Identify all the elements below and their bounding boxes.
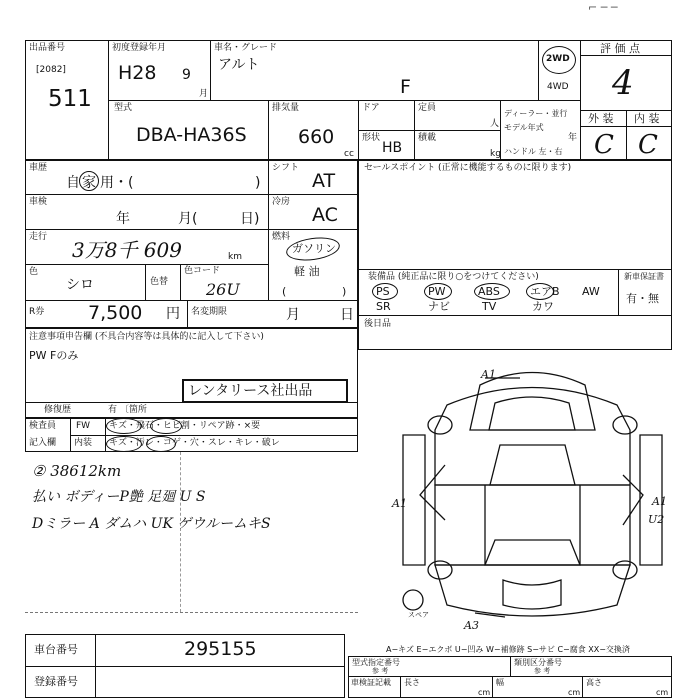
equip-pw: PW <box>428 285 446 298</box>
inspector-label-b: 記入欄 <box>29 438 57 448</box>
front-windshield <box>489 397 575 430</box>
height-label: 高さ <box>586 678 602 687</box>
mileage: 3万8千 609 <box>72 238 182 262</box>
after-label: 後日品 <box>364 319 392 329</box>
inspector-line-1: ② 38612km <box>32 462 122 480</box>
fw-circle-b <box>150 418 182 434</box>
car-diagram <box>385 355 680 635</box>
name-change-month: 月 <box>286 307 300 323</box>
type-cert-label: 型式指定番号 <box>352 658 400 667</box>
car-name: アルト <box>218 57 260 73</box>
cert-length-label: 車検証記載 <box>351 678 391 687</box>
warranty-label: 新車保証書 <box>624 272 664 281</box>
fuel-c2: ) <box>342 285 347 298</box>
spare-label: スペア <box>408 611 429 619</box>
equipment-label: 装備品 (純正品に限り○をつけてください) <box>368 272 539 282</box>
fw-items: キズ・飛石・ヒビ割・リペア跡・×要 <box>109 421 261 431</box>
chassis-label: 車台番号 <box>34 643 78 656</box>
rear-window <box>485 540 580 565</box>
int-label: 内装 <box>74 438 93 448</box>
inspector-label-a: 検査員 <box>29 421 57 431</box>
width-label: 幅 <box>496 678 504 687</box>
rental-stamp-text: レンタリース社出品 <box>188 383 313 399</box>
handle-label: ハンドル 左・右 <box>504 147 563 156</box>
chassis-number: 295155 <box>184 638 257 660</box>
equip-navi: ナビ <box>428 300 450 313</box>
repair-label: 修復歴 <box>44 405 72 415</box>
first-reg-label: 初度登録年月 <box>112 43 167 53</box>
fuel-b: 軽 油 <box>294 265 320 278</box>
roof-front <box>490 445 575 485</box>
int-circle-a <box>106 436 142 452</box>
trunk <box>503 580 561 609</box>
car-name-label: 車名・グレード <box>214 43 278 53</box>
name-change-label: 名変期限 <box>191 307 228 317</box>
recycle-label: R券 <box>29 307 45 317</box>
class-label: 類別区分番号 <box>514 658 562 667</box>
car-mid-body <box>435 485 630 565</box>
mark-a3-bottom: A3 <box>464 619 479 632</box>
notes-label: 注意事項申告欄 (不具合内容等は具体的に記入して下さい) <box>29 332 264 342</box>
dealer-label: ディーラー・並行 <box>504 109 568 118</box>
first-reg-year: H28 <box>118 62 157 84</box>
mark-a1-left: A1 <box>392 497 407 510</box>
int-circle-b <box>146 436 176 452</box>
drive-4wd: 4WD <box>547 82 569 92</box>
lot-sub: [2082] <box>36 65 66 75</box>
history-value-b: 家 <box>82 175 96 191</box>
length-cm: cm <box>478 688 491 697</box>
fw-label: FW <box>76 421 91 431</box>
repair-value: 有 〔箇所 <box>108 405 147 415</box>
spare-tire <box>403 590 423 610</box>
shift: AT <box>312 170 336 192</box>
model-year-unit: 年 <box>568 133 578 143</box>
fuel-label: 燃料 <box>272 232 291 242</box>
equip-tv: TV <box>482 300 497 313</box>
door-label: ドア <box>362 103 380 113</box>
inspector-line-2: 払い ボディーP艶 足廻 U S <box>32 489 206 505</box>
displacement: 660 <box>298 126 335 148</box>
inspection-year: 年 <box>116 211 130 227</box>
history-close: ) <box>255 175 261 191</box>
warranty: 有・無 <box>626 292 659 305</box>
shape: HB <box>382 140 403 156</box>
reg-label: 登録番号 <box>34 675 78 688</box>
capacity-unit: 人 <box>490 119 500 129</box>
history-label: 車歴 <box>29 163 48 173</box>
width-cm: cm <box>568 688 581 697</box>
history-value-a: 自 <box>66 175 80 191</box>
lot-label: 出品番号 <box>29 43 66 53</box>
int-items: キズ・汚レ・コゲ・穴・スレ・キレ・破レ <box>109 438 280 448</box>
equip-abs: ABS <box>478 285 500 298</box>
displacement-label: 排気量 <box>272 103 300 113</box>
top-edge-marks: ⌐ ─ ─ <box>588 1 618 14</box>
wheel-rl <box>428 561 452 579</box>
class-ref: 参 考 <box>534 667 551 675</box>
equip-aw: AW <box>582 285 600 298</box>
mark-a1-right: A1 <box>652 495 667 508</box>
equip-sr: SR <box>376 300 391 313</box>
recycle-unit: 円 <box>166 306 180 322</box>
mileage-label: 走行 <box>29 232 48 242</box>
drive-2wd: 2WD <box>546 54 570 64</box>
ac: AC <box>312 204 338 226</box>
model: DBA-HA36S <box>136 124 247 146</box>
sales-points-label: セールスポイント (正常に機能するものに限ります) <box>364 163 572 173</box>
equip-leather: カワ <box>532 300 554 313</box>
type-ref: 参 考 <box>372 667 389 675</box>
inspection-day: 日) <box>240 211 260 227</box>
door-lines <box>485 485 580 565</box>
color-code-label: 色コード <box>184 266 221 276</box>
first-reg-month: 9 <box>182 67 191 83</box>
score: 4 <box>612 63 634 103</box>
inspection-month: 月( <box>178 211 198 227</box>
mark-a1-top: A1 <box>481 368 496 381</box>
lot-number: 511 <box>48 86 92 112</box>
history-value-c: 用・( <box>100 175 134 191</box>
color-label: 色 <box>29 267 39 277</box>
capacity-label: 定員 <box>418 103 437 113</box>
model-year-label: モデル年式 <box>504 123 544 132</box>
interior-grade: C <box>638 130 658 160</box>
mileage-unit: km <box>228 252 242 262</box>
damage-left <box>420 465 445 520</box>
color-code: 26U <box>206 280 240 299</box>
displacement-unit: cc <box>344 149 354 159</box>
wheel-fr <box>613 416 637 434</box>
color-change-label: 色替 <box>150 277 169 287</box>
inspector-line-3: Dミラー A ダムハ UK ゲウルームキS <box>32 516 271 532</box>
hood-top <box>470 373 595 431</box>
notes-text: PW Fのみ <box>29 349 79 362</box>
model-label: 型式 <box>114 103 133 113</box>
load-label: 積載 <box>418 133 437 143</box>
load-unit: kg <box>490 149 501 159</box>
first-reg-month-unit: 月 <box>199 89 209 99</box>
exterior-grade: C <box>594 130 614 160</box>
exterior-label: 外 装 <box>588 112 614 125</box>
interior-label: 内 装 <box>634 112 660 125</box>
fuel-a: ガソリン <box>292 242 336 255</box>
wheel-rr <box>613 561 637 579</box>
shift-label: シフト <box>272 163 300 173</box>
sales-box <box>358 160 672 350</box>
ac-label: 冷房 <box>272 197 291 207</box>
shape-label: 形状 <box>362 133 381 143</box>
grade: F <box>400 76 411 98</box>
color: シロ <box>66 277 94 293</box>
car-front-outline <box>435 388 630 486</box>
equip-airbag: エアB <box>530 285 560 298</box>
recycle: 7,500 <box>88 302 143 324</box>
height-cm: cm <box>656 688 669 697</box>
length-label: 長さ <box>404 678 420 687</box>
legend: A−キズ E−エクボ U−凹み W−補修跡 S−サビ C−腐食 XX−交換済 <box>386 645 630 654</box>
mark-u2-right: U2 <box>648 513 665 526</box>
name-change-day: 日 <box>340 307 354 323</box>
fw-circle-a <box>106 418 142 434</box>
equip-ps: PS <box>376 285 390 298</box>
inspection-label: 車検 <box>29 197 48 207</box>
fuel-c: ( <box>282 285 287 298</box>
score-label: 評 価 点 <box>600 42 640 55</box>
